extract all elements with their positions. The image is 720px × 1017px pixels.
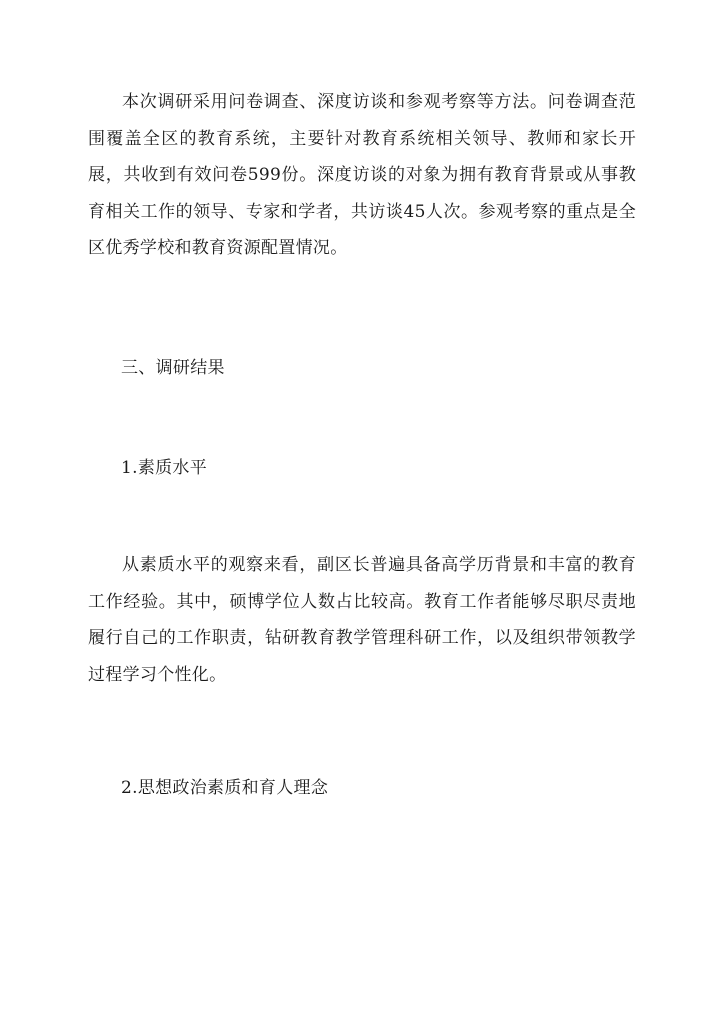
subheading-political-quality: 2.思想政治素质和育人理念 [121,778,329,798]
paragraph-research-methods: 本次调研采用问卷调查、深度访谈和参观考察等方法。问卷调查范围覆盖全区的教育系统，主要针对教育系统相关领导、教师和家长开展，共收到有效问卷599份。深度访谈的对象为拥有教育背景或从事教育相关工作的领导、专家和学者，共访谈45人次。参观考察的重点是全区优秀学校和教育资源配置情况。 [88,92,636,258]
subheading-quality-level: 1.素质水平 [121,458,208,478]
paragraph-quality-level: 从素质水平的观察来看，副区长普遍具备高学历背景和丰富的教育工作经验。其中，硕博学位人数占比较高。教育工作者能够尽职尽责地履行自己的工作职责，钻研教育教学管理科研工作，以及组织带领教学过程学习个性化。 [88,555,636,685]
section-heading-results: 三、调研结果 [121,358,225,378]
